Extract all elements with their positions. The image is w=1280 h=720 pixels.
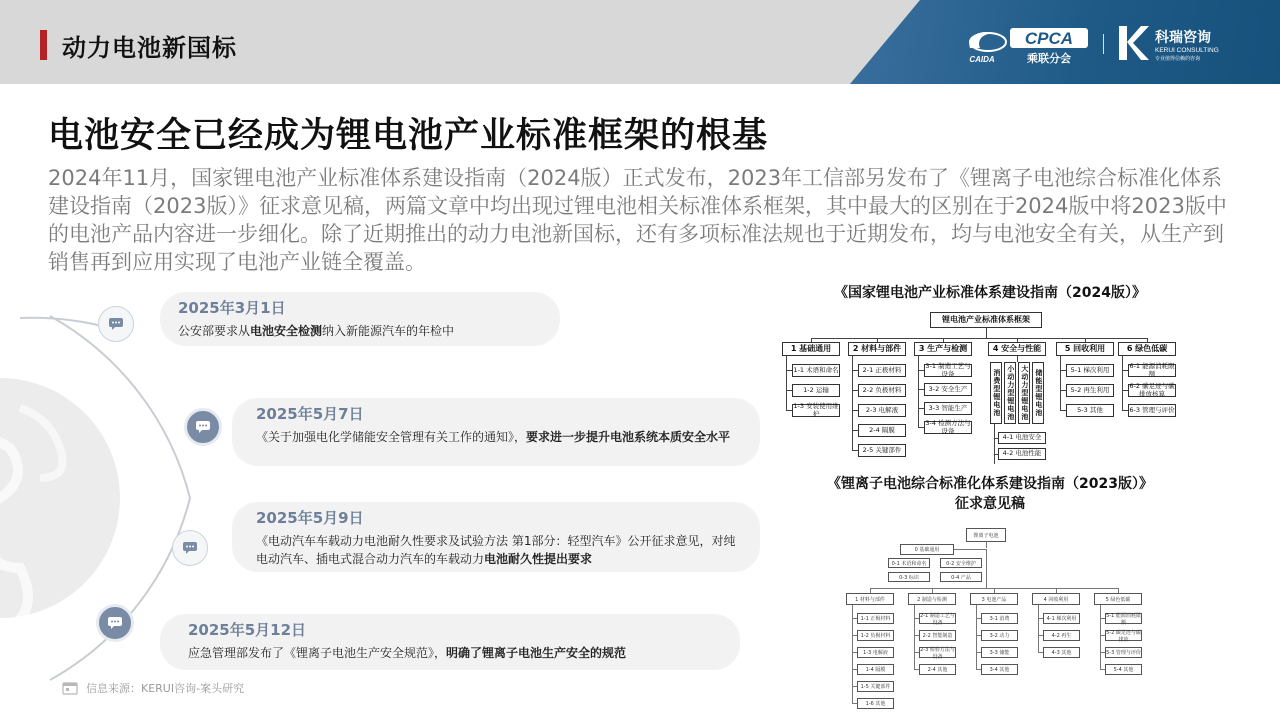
timeline-date: 2025年5月9日 xyxy=(256,509,364,527)
framework-item-box: 5-3 其他 xyxy=(1066,404,1114,417)
framework-item-box: 4-2 再生 xyxy=(1043,630,1080,641)
framework-item-box: 3-1 消费 xyxy=(981,613,1018,624)
framework-category-box: 5 回收利用 xyxy=(1056,342,1114,356)
framework-item-box: 6-3 管理与评价 xyxy=(1128,404,1176,417)
framework-item-box: 4-1 梯次利用 xyxy=(1043,613,1080,624)
chat-icon xyxy=(172,530,208,566)
kerui-tag-text: 专业值得信赖的咨询 xyxy=(1155,56,1201,62)
framework-category-box: 4 安全与性能 xyxy=(988,342,1046,356)
connector-line xyxy=(1038,605,1039,652)
connector-line xyxy=(852,605,853,703)
framework-category-box: 2 制造与检测 xyxy=(908,593,956,605)
cpca-sub-text: 乘联分会 xyxy=(1027,52,1071,65)
framework-subitem-box: 4-1 电池安全 xyxy=(998,432,1046,444)
chat-icon xyxy=(184,408,222,446)
framework-item-box: 5-2 碳足迹与碳排放 xyxy=(1106,629,1141,643)
framework-item-box: 5-1 梯次利用 xyxy=(1066,364,1114,377)
source-text: 信息来源：KERUI咨询-案头研究 xyxy=(86,682,245,695)
diagram-2023-title xyxy=(780,474,1200,514)
chat-icon xyxy=(98,306,134,342)
cpca-mark-text: CAIDA xyxy=(969,55,995,64)
connector-line xyxy=(986,328,987,338)
framework-item-vertical: 小动力型锂电池 xyxy=(1004,362,1016,424)
timeline-card xyxy=(160,292,560,346)
framework-item-box: 2-1 正极材料 xyxy=(858,364,906,377)
diagram-2023-title-line1: 《锂离子电池综合标准化体系建设指南（2023版）》 xyxy=(827,476,1153,492)
framework-item-box: 1-4 隔膜 xyxy=(857,664,894,675)
framework-category-box: 3 电池产品 xyxy=(970,593,1018,605)
framework-item-box: 1-6 其他 xyxy=(857,698,894,709)
connector-line xyxy=(954,549,986,550)
logo-divider xyxy=(1103,34,1104,54)
connector-line xyxy=(811,338,1147,339)
framework-base-item: 0-1 术语和命名 xyxy=(888,558,930,568)
timeline-card xyxy=(232,502,760,572)
connector-line xyxy=(1100,605,1101,669)
intro-paragraph: 2024年11月，国家锂电池产业标准体系建设指南（2024版）正式发布，2023年工信部另发布了《锂离子电池综合标准化体系建设指南（2023版）》征求意见稿，两篇文章中均出现过锂电池相关标准体系框架，其中最大的区别在于2024版中将2023版中的电池产品内容进一步细化。除了近期推出的动力电池新国标，还有多项标准法规也于近期发布，均与电池安全有关，从生产到销售再到应用实现了电池产业链全覆盖。 xyxy=(48,166,1227,274)
framework-category-box: 6 绿色低碳 xyxy=(1118,342,1176,356)
framework-item-box: 6-2 碳足迹与碳排放核算 xyxy=(1129,382,1175,398)
kerui-sub-text: KERUI CONSULTING xyxy=(1155,47,1219,54)
framework-category-box: 3 生产与检测 xyxy=(914,342,972,356)
timeline-card xyxy=(160,614,740,670)
kerui-k-icon xyxy=(1119,26,1149,60)
framework-item-box: 2-2 智能制造 xyxy=(919,630,956,641)
chat-icon xyxy=(96,604,134,642)
framework-item-box: 5-3 管理与评价 xyxy=(1105,647,1142,658)
framework-category-box: 2 材料与部件 xyxy=(848,342,906,356)
framework-item-box: 3-3 智能生产 xyxy=(924,402,972,415)
framework-base-item: 0-3 标识 xyxy=(888,572,930,582)
framework-item-box: 5-2 再生利用 xyxy=(1066,384,1114,397)
timeline-date: 2025年3月1日 xyxy=(178,299,286,317)
framework-item-box: 5-1 能源消耗限额 xyxy=(1106,612,1141,626)
section-title: 动力电池新国标 xyxy=(62,34,237,62)
framework-item-box: 2-4 隔膜 xyxy=(858,424,906,437)
framework-item-box: 1-2 运输 xyxy=(792,384,840,397)
timeline-date: 2025年5月12日 xyxy=(188,621,307,639)
framework-item-box: 2-1 制造工艺与设备 xyxy=(920,612,955,626)
framework-item-box: 1-5 关键部件 xyxy=(857,681,894,692)
timeline-text: 《电动汽车车载动力电池耐久性要求及试验方法 第1部分：轻型汽车》公开征求意见，对纯电动汽车、插电式混合动力汽车的车载动力电池耐久性提出要求 xyxy=(256,534,736,566)
framework-item-vertical: 消费型锂电池 xyxy=(990,362,1002,424)
timeline-date: 2025年5月7日 xyxy=(256,405,364,423)
cpca-logo xyxy=(962,22,1092,66)
framework-item-box: 2-2 负极材料 xyxy=(858,384,906,397)
connector-line xyxy=(986,549,987,588)
framework-item-box: 2-4 其他 xyxy=(919,664,956,675)
framework-subitem-box: 4-2 电池性能 xyxy=(998,448,1046,460)
timeline-text: 公安部要求从电池安全检测纳入新能源汽车的年检中 xyxy=(178,324,455,338)
framework-item-box: 1-2 负极材料 xyxy=(857,630,894,641)
framework-item-box: 2-3 检验方法与设备 xyxy=(920,646,955,660)
framework-item-box: 3-4 其他 xyxy=(981,664,1018,675)
framework-category-box: 4 回收利用 xyxy=(1032,593,1080,605)
framework-category-box: 1 材料与部件 xyxy=(846,593,894,605)
connector-line xyxy=(786,356,787,410)
timeline-text: 应急管理部发布了《锂离子电池生产安全规范》，明确了锂离子电池生产安全的规范 xyxy=(188,646,627,660)
framework-item-box: 1-3 安装使用维护 xyxy=(793,402,839,418)
main-title: 电池安全已经成为锂电池产业标准框架的根基 xyxy=(48,116,769,156)
connector-line xyxy=(918,356,919,427)
framework-item-box: 3-1 制造工艺与设备 xyxy=(925,362,971,378)
framework-item-box: 4-3 其他 xyxy=(1043,647,1080,658)
framework-root-box: 锂电池产业标准体系框架 xyxy=(930,312,1042,328)
connector-line xyxy=(914,605,915,669)
framework-root-box: 锂离子电池 xyxy=(966,528,1006,542)
framework-item-box: 2-3 电解液 xyxy=(858,404,906,417)
timeline-card xyxy=(232,398,760,466)
framework-item-vertical: 大动力型锂电池 xyxy=(1018,362,1030,424)
framework-item-box: 1-1 术语和命名 xyxy=(792,364,840,377)
framework-base-box: 0 基础通用 xyxy=(900,544,954,555)
framework-item-box: 3-2 安全生产 xyxy=(924,383,972,396)
framework-category-box: 5 绿色低碳 xyxy=(1094,593,1142,605)
kerui-name-text: 科瑞咨询 xyxy=(1155,30,1211,46)
calendar-icon xyxy=(62,681,78,695)
cpca-text: CPCA xyxy=(1024,29,1074,48)
framework-item-box: 2-5 关键部件 xyxy=(858,444,906,457)
section-accent-bar xyxy=(40,30,47,60)
framework-item-box: 1-1 正极材料 xyxy=(857,613,894,624)
connector-line xyxy=(1122,356,1123,410)
framework-base-item: 0-2 安全维护 xyxy=(940,558,982,568)
framework-base-item: 0-4 产品 xyxy=(940,572,982,582)
framework-item-box: 5-4 其他 xyxy=(1105,664,1142,675)
framework-item-vertical: 储能型锂电池 xyxy=(1032,362,1044,424)
source-note xyxy=(62,680,244,696)
framework-item-box: 3-3 储能 xyxy=(981,647,1018,658)
diagram-2024-title: 《国家锂电池产业标准体系建设指南（2024版）》 xyxy=(834,285,1146,301)
diagram-2023-title-line2: 征求意见稿 xyxy=(955,496,1025,512)
framework-item-box: 3-4 检测方法与设备 xyxy=(925,419,971,435)
framework-item-box: 6-1 能源消耗限额 xyxy=(1129,362,1175,378)
framework-item-box: 1-3 电解液 xyxy=(857,647,894,658)
connector-line xyxy=(1060,356,1061,410)
kerui-logo xyxy=(1115,20,1235,66)
connector-line xyxy=(976,605,977,669)
connector-line xyxy=(986,542,987,548)
framework-category-box: 1 基础通用 xyxy=(782,342,840,356)
timeline-text: 《关于加强电化学储能安全管理有关工作的通知》，要求进一步提升电池系统本质安全水平 xyxy=(256,430,731,444)
framework-item-box: 3-2 动力 xyxy=(981,630,1018,641)
connector-line xyxy=(994,424,995,464)
